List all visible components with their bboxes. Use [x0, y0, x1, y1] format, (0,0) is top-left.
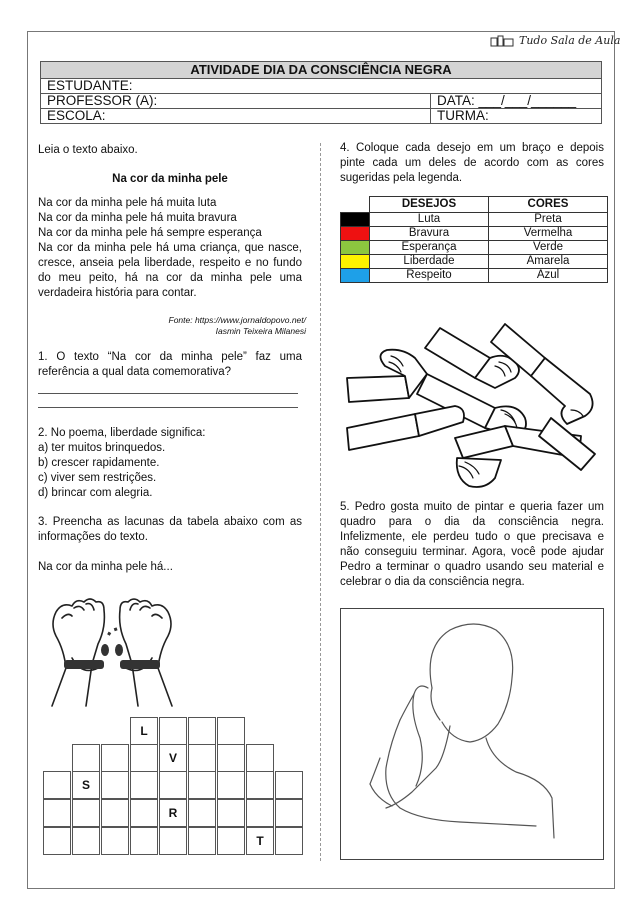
grid-cell[interactable] — [217, 771, 245, 799]
poem — [38, 196, 302, 301]
grid-cell[interactable] — [275, 799, 303, 827]
color-swatch — [341, 269, 370, 283]
source-author: Iasmin Teixeira Milanesi — [215, 326, 306, 336]
intro-text: Leia o texto abaixo. — [38, 144, 138, 156]
grid-cell[interactable]: S — [72, 771, 100, 799]
grid-cell[interactable] — [188, 771, 216, 799]
color-cell: Preta — [489, 213, 608, 227]
linked-arms-image[interactable] — [345, 318, 605, 493]
grid-cell[interactable] — [246, 744, 274, 772]
color-cell: Verde — [489, 241, 608, 255]
grid-cell[interactable] — [72, 827, 100, 855]
answer-line[interactable] — [38, 393, 298, 394]
school-field[interactable]: ESCOLA: — [41, 109, 431, 124]
grid-cell[interactable] — [43, 771, 71, 799]
grid-cell[interactable] — [275, 771, 303, 799]
poem-line: Na cor da minha pele há sempre esperança — [38, 227, 262, 239]
grid-cell[interactable] — [72, 799, 100, 827]
grid-cell[interactable] — [130, 799, 158, 827]
grid-cell[interactable] — [43, 799, 71, 827]
wish-cell: Luta — [370, 213, 489, 227]
grid-cell[interactable] — [130, 827, 158, 855]
question-3: 3. Preencha as lacunas da tabela abaixo com as informações do texto. — [38, 516, 302, 543]
grid-cell[interactable] — [101, 744, 129, 772]
question-5: 5. Pedro gosta muito de pintar e queria fazer um quadro para o dia da consciência negra. Infelizmente, ele perdeu tudo o que precisava e não conseguiu terminar. Agora, você pode ajudar Pedro a terminar o quadro usando seu material e celebrar o dia da consciência negra. — [340, 501, 604, 588]
grid-cell[interactable]: V — [159, 744, 187, 772]
unfinished-portrait-image[interactable] — [340, 608, 604, 860]
date-field[interactable]: DATA: ___/___/______ — [431, 94, 602, 109]
poem-line: Na cor da minha pele há uma criança, que nasce, cresce, anseia pela liberdade, respeito e no fundo do meu peito, há na cor da minha pele uma verdadeira história para contar. — [38, 242, 302, 299]
poem-line: Na cor da minha pele há muita bravura — [38, 212, 237, 224]
color-swatch — [341, 255, 370, 269]
grid-cell[interactable] — [188, 799, 216, 827]
grid-cell[interactable] — [72, 744, 100, 772]
grid-cell[interactable] — [275, 827, 303, 855]
wishes-header: DESEJOS — [370, 197, 489, 213]
question-3-prompt: Na cor da minha pele há... — [38, 561, 173, 573]
class-field[interactable]: TURMA: — [431, 109, 602, 124]
grid-cell[interactable] — [101, 771, 129, 799]
grid-cell[interactable] — [101, 799, 129, 827]
wishes-color-legend — [340, 196, 608, 283]
color-cell: Amarela — [489, 255, 608, 269]
option-b[interactable]: b) crescer rapidamente. — [38, 457, 160, 469]
grid-cell[interactable] — [159, 827, 187, 855]
wish-cell: Bravura — [370, 227, 489, 241]
column-divider — [320, 143, 321, 861]
wish-cell: Respeito — [370, 269, 489, 283]
student-field[interactable]: ESTUDANTE: — [41, 79, 602, 94]
grid-cell[interactable] — [246, 771, 274, 799]
grid-cell[interactable] — [188, 717, 216, 745]
color-swatch — [341, 241, 370, 255]
grid-cell[interactable] — [217, 799, 245, 827]
answer-line[interactable] — [38, 407, 298, 408]
teacher-field[interactable]: PROFESSOR (A): — [41, 94, 431, 109]
broken-chains-image — [42, 588, 182, 708]
brand-logo — [490, 34, 620, 47]
grid-cell[interactable] — [246, 799, 274, 827]
option-a[interactable]: a) ter muitos brinquedos. — [38, 442, 166, 454]
poem-line: Na cor da minha pele há muita luta — [38, 197, 217, 209]
books-icon — [490, 35, 516, 47]
wish-cell: Liberdade — [370, 255, 489, 269]
grid-cell[interactable] — [188, 827, 216, 855]
brand-name: Tudo Sala de Aula — [519, 34, 621, 47]
question-1: 1. O texto “Na cor da minha pele” faz uma referência a qual data comemorativa? — [38, 351, 302, 378]
question-4: 4. Coloque cada desejo em um braço e depois pinte cada um deles de acordo com as cores sugeridas pela legenda. — [340, 142, 604, 184]
color-cell: Azul — [489, 269, 608, 283]
grid-cell[interactable]: L — [130, 717, 158, 745]
header-table — [40, 61, 602, 124]
grid-cell[interactable] — [188, 744, 216, 772]
wish-cell: Esperança — [370, 241, 489, 255]
grid-cell[interactable] — [130, 771, 158, 799]
source-url: Fonte: https://www.jornaldopovo.net/ — [168, 315, 306, 325]
grid-cell[interactable] — [159, 771, 187, 799]
page-title: ATIVIDADE DIA DA CONSCIÊNCIA NEGRA — [41, 62, 602, 79]
grid-cell[interactable]: T — [246, 827, 274, 855]
question-2: 2. No poema, liberdade significa: — [38, 427, 206, 439]
source-credit — [120, 315, 306, 337]
grid-cell[interactable] — [101, 827, 129, 855]
question-2-options — [38, 441, 165, 501]
grid-cell[interactable] — [217, 827, 245, 855]
option-d[interactable]: d) brincar com alegria. — [38, 487, 153, 499]
grid-cell[interactable] — [43, 827, 71, 855]
color-swatch — [341, 227, 370, 241]
colors-header: CORES — [489, 197, 608, 213]
grid-cell[interactable] — [130, 744, 158, 772]
option-c[interactable]: c) viver sem restrições. — [38, 472, 157, 484]
swatch-header — [341, 197, 370, 213]
grid-cell[interactable] — [159, 717, 187, 745]
color-swatch — [341, 213, 370, 227]
color-cell: Vermelha — [489, 227, 608, 241]
poem-title: Na cor da minha pele — [112, 173, 228, 185]
grid-cell[interactable] — [217, 744, 245, 772]
grid-cell[interactable] — [217, 717, 245, 745]
grid-cell[interactable]: R — [159, 799, 187, 827]
